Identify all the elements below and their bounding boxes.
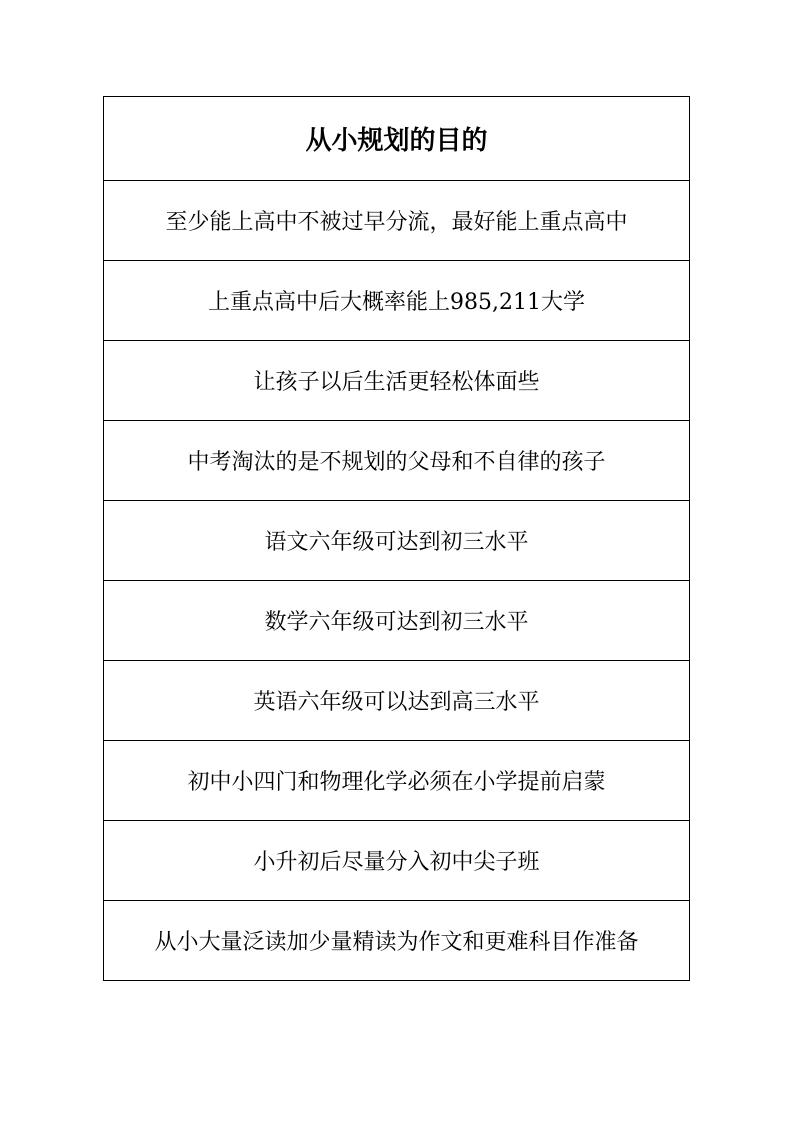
table-cell: 英语六年级可以达到高三水平 [104,661,690,741]
table-cell: 初中小四门和物理化学必须在小学提前启蒙 [104,741,690,821]
table-cell: 数学六年级可达到初三水平 [104,581,690,661]
table-cell: 让孩子以后生活更轻松体面些 [104,341,690,421]
table-cell: 上重点高中后大概率能上985,211大学 [104,261,690,341]
table-row [104,901,690,981]
table-row [104,341,690,421]
table-cell: 中考淘汰的是不规划的父母和不自律的孩子 [104,421,690,501]
planning-purpose-table [103,96,690,981]
table-row [104,181,690,261]
table-row [104,421,690,501]
table-cell: 至少能上高中不被过早分流，最好能上重点高中 [104,181,690,261]
table-row [104,581,690,661]
table-row [104,501,690,581]
table-cell: 从小大量泛读加少量精读为作文和更难科目作准备 [104,901,690,981]
table-row [104,821,690,901]
table-header-row [104,97,690,181]
table-cell: 语文六年级可达到初三水平 [104,501,690,581]
table-row [104,661,690,741]
table-title: 从小规划的目的 [104,97,690,181]
table-row [104,261,690,341]
table-row [104,741,690,821]
table-cell: 小升初后尽量分入初中尖子班 [104,821,690,901]
